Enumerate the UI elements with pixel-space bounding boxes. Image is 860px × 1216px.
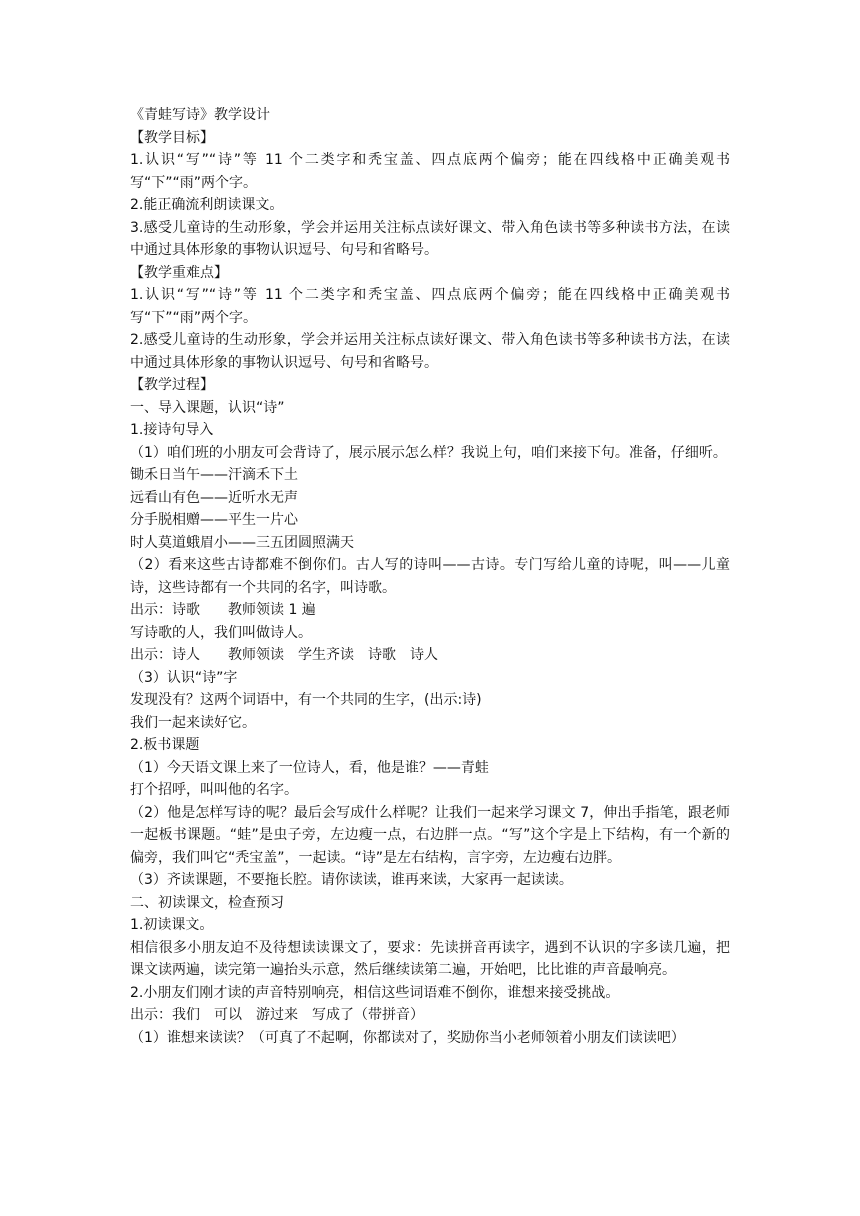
poem-line: 锄禾日当午——汗滴禾下土 [130, 467, 298, 483]
section-heading: 【教学目标】 [130, 129, 214, 146]
poem-line: 远看山有色——近听水无声 [130, 489, 298, 506]
paragraph: 写诗歌的人，我们叫做诗人。 [130, 624, 312, 641]
step-heading: 1.初读课文。 [130, 917, 214, 933]
paragraph: 3.感受儿童诗的生动形象，学会并运用关注标点读好课文、带入角色读书等多种读书方法，在读中通过具体形象的事物认识逗号、句号和省略号。 [130, 219, 730, 258]
document-title: 《青蛙写诗》教学设计 [130, 107, 270, 123]
subsection-heading: 一、导入课题，认识“诗” [130, 399, 285, 416]
paragraph: 发现没有？这两个词语中，有一个共同的生字，(出示:诗) [130, 692, 482, 708]
paragraph: 打个招呼，叫叫他的名字。 [130, 782, 298, 798]
paragraph: （2）看来这些古诗都难不倒你们。古人写的诗叫——古诗。专门写给儿童的诗呢，叫——儿童诗，这些诗都有一个共同的名字，叫诗歌。 [130, 557, 730, 596]
paragraph: 出示：诗人 教师领读 学生齐读 诗歌 诗人 [130, 647, 438, 663]
poem-line: 时人莫道蛾眉小——三五团圆照满天 [130, 534, 354, 551]
poem-line: 分手脱相赠——平生一片心 [130, 512, 298, 528]
document-body [130, 104, 730, 1049]
paragraph: 出示：我们 可以 游过来 写成了（带拼音） [130, 1007, 424, 1023]
paragraph: 2.能正确流利朗读课文。 [130, 197, 284, 213]
section-heading: 【教学过程】 [130, 377, 214, 393]
step-heading: 1.接诗句导入 [130, 422, 214, 438]
paragraph: 相信很多小朋友迫不及待想读读课文了，要求：先读拼音再读字，遇到不认识的字多读几遍，把课文读两遍，读完第一遍抬头示意，然后继续读第二遍，开始吧，比比谁的声音最响亮。 [130, 939, 730, 978]
paragraph: 出示：诗歌 教师领读 1 遍 [130, 602, 316, 618]
paragraph: 2.感受儿童诗的生动形象，学会并运用关注标点读好课文、带入角色读书等多种读书方法，在读中通过具体形象的事物认识逗号、句号和省略号。 [130, 332, 730, 371]
step-heading: 2.板书课题 [130, 737, 200, 753]
paragraph: （3）齐读课题，不要拖长腔。请你读读，谁再来读，大家再一起读读。 [130, 872, 573, 888]
paragraph: （3）认识“诗”字 [130, 669, 238, 686]
paragraph: 我们一起来读好它。 [130, 714, 256, 731]
section-heading: 【教学重难点】 [130, 264, 228, 281]
paragraph: （1）谁想来读读？（可真了不起啊，你都读对了，奖励你当小老师领着小朋友们读读吧） [130, 1029, 685, 1046]
paragraph: （2）他是怎样写诗的呢？最后会写成什么样呢？让我们一起来学习课文 7，伸出手指笔，跟老师一起板书课题。“蛙”是虫子旁，左边瘦一点，右边胖一点。“写”这个字是上下结构，有一个新的偏旁，我们叫它“秃宝盖”，一起读。“诗”是左右结构，言字旁，左边瘦右边胖。 [130, 804, 730, 866]
paragraph: 1.认识“写”“诗”等 11 个二类字和秃宝盖、四点底两个偏旁；能在四线格中正确美观书写“下”“雨”两个字。 [130, 152, 730, 191]
paragraph: （1）今天语文课上来了一位诗人，看，他是谁？——青蛙 [130, 759, 489, 776]
paragraph: （1）咱们班的小朋友可会背诗了，展示展示怎么样？我说上句，咱们来接下句。准备，仔细听。 [130, 444, 727, 461]
subsection-heading: 二、初读课文，检查预习 [130, 894, 284, 911]
paragraph: 1.认识“写”“诗”等 11 个二类字和秃宝盖、四点底两个偏旁；能在四线格中正确美观书写“下”“雨”两个字。 [130, 287, 730, 326]
paragraph: 2.小朋友们刚才读的声音特别响亮，相信这些词语难不倒你，谁想来接受挑战。 [130, 984, 620, 1001]
